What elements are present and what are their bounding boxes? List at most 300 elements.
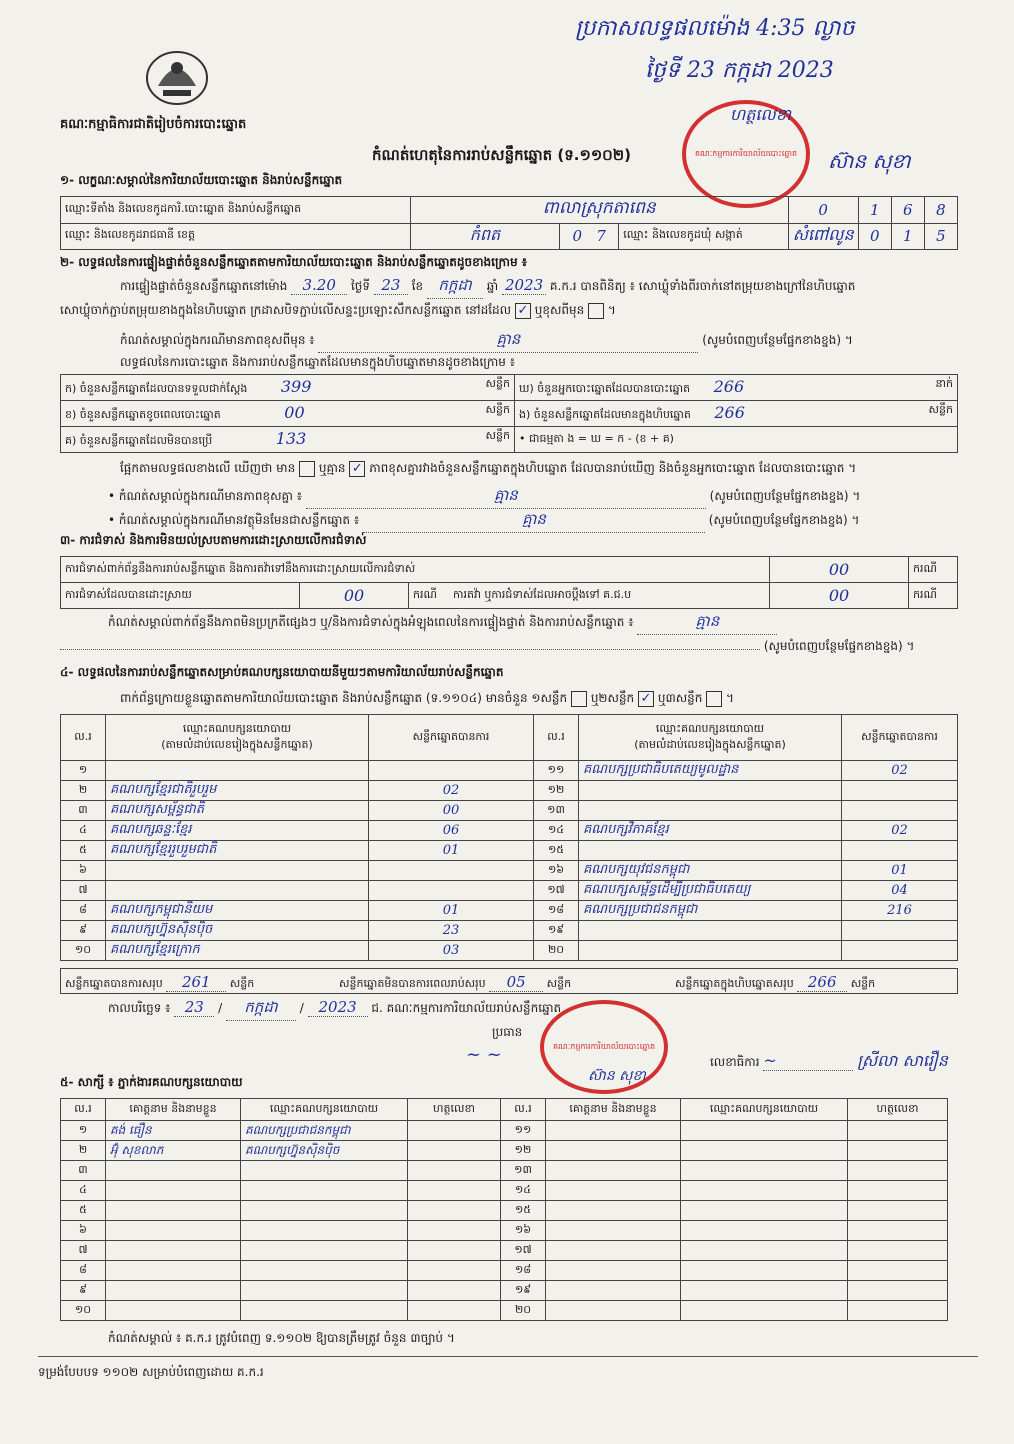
commune-label: ឈ្មោះ និងលេខកូដឃុំ សង្កាត់ (619, 223, 788, 250)
foreign-object-value: គ្មាន (363, 510, 705, 533)
party-name (579, 841, 842, 861)
row-value: 266 (713, 377, 745, 396)
secretary-name: ស្រីលា សារឿន (857, 1051, 948, 1070)
row-label: ក) ចំនួនសន្លឹកឆ្នោតដែលបានទទួលជាក់ស្តែង (65, 382, 248, 395)
witness-no: ១២ (501, 1141, 546, 1161)
party-row (61, 821, 958, 841)
col-no: ល.រ (61, 715, 106, 761)
witness-party (241, 1241, 408, 1261)
irregularity-note-label: កំណត់សម្គាល់ពាក់ព័ន្ធនឹងភាពមិនប្រក្រតីផ្សេងៗ ឬ/និងការជំទាស់ក្នុងអំឡុងពេលនៃការផ្ទៀងផ្ទាត់ និងការរាប់សន្លឹកឆ្នោត ៖ (108, 615, 634, 629)
objection-row-3 (409, 583, 770, 609)
secretary-signature: ~ (763, 1051, 853, 1071)
party-results (60, 714, 958, 961)
party-no: ១ (61, 761, 106, 781)
witness-party (241, 1281, 408, 1301)
party-votes: 01 (842, 861, 958, 881)
col-party-label: ឈ្មោះគណបក្សនយោបាយ (655, 721, 765, 735)
party-no: ៨ (61, 901, 106, 921)
different-checkbox[interactable] (588, 303, 604, 319)
row-label: ខ) ចំនួនសន្លឹកឆ្នោតខូចពេលបោះឆ្នោត (65, 408, 221, 421)
witness-name: គង់ ធឿន (106, 1121, 241, 1141)
commune-code-digit: 1 (891, 223, 924, 250)
witness-no: ១៨ (501, 1261, 546, 1281)
total-valid-cell (65, 973, 254, 993)
witness-party (681, 1181, 848, 1201)
section-2-title: ២- លទ្ធផលនៃការផ្ទៀងផ្ទាត់ចំនួនសន្លឹកឆ្នោតតាមការិយាល័យបោះឆ្នោត និងរាប់សន្លឹកឆ្នោតដូចខាងក្រោម ៖ (60, 255, 528, 269)
party-no: ១៨ (534, 901, 579, 921)
party-no: ១៦ (534, 861, 579, 881)
province-label: ឈ្មោះ និងលេខកូដរាជធានី ខេត្ត (61, 223, 411, 250)
party-no: ៦ (61, 861, 106, 881)
party-no: ១៥ (534, 841, 579, 861)
party-row (61, 781, 958, 801)
witness-party (681, 1261, 848, 1281)
irregularity-note-value: គ្មាន (637, 612, 777, 635)
witness-signature (848, 1161, 948, 1181)
totals-row (60, 968, 958, 994)
party-votes: 06 (369, 821, 534, 841)
difference-note-value: គ្មាន (306, 486, 706, 509)
col-no: ល.រ (501, 1099, 546, 1121)
party-votes: 23 (369, 921, 534, 941)
witness-party (681, 1241, 848, 1261)
party-name (579, 781, 842, 801)
witness-party (681, 1281, 848, 1301)
party-no: ១៣ (534, 801, 579, 821)
col-sign: ហត្ថលេខា (408, 1099, 501, 1121)
col-name: គោត្តនាម និងនាមខ្លួន (546, 1099, 681, 1121)
station-code-digit: 0 (788, 197, 858, 224)
committee-sign-label: ជ. គណៈកម្មការការិយាល័យរាប់សន្លឹកឆ្នោត (371, 1001, 562, 1015)
witness-no: ៧ (61, 1241, 106, 1261)
witness-name (106, 1241, 241, 1261)
total-valid-value: 261 (166, 973, 226, 992)
party-row (61, 901, 958, 921)
party-row (61, 921, 958, 941)
ballot-count-table (60, 374, 958, 453)
witness-no: ៩ (61, 1281, 106, 1301)
objection-table (60, 556, 958, 609)
witness-row (61, 1181, 948, 1201)
party-no: ៧ (61, 881, 106, 901)
party-votes: 04 (842, 881, 958, 901)
verify-text-2: គ.ក.រ បានពិនិត្យ ៖ សោឃ្លុំទាំងពីរចាក់នៅតម្រុយខាងក្រៅនៃហិបឆ្នោត (549, 279, 856, 293)
party-votes (369, 861, 534, 881)
no-difference-checkbox[interactable]: ✓ (349, 461, 365, 477)
witness-row (61, 1241, 948, 1261)
sheet-count-text: ពាក់ព័ន្ធក្រោយខ្លួនឆ្នោតតាមការិយាល័យបោះឆ្នោត និងរាប់សន្លឹកឆ្នោត (ទ.១១០៤) មានចំនួន ១សន្លឹក (120, 691, 568, 705)
row-value: 00 (284, 403, 305, 422)
ballot-row-spoiled (61, 401, 515, 427)
party-no: ១៤ (534, 821, 579, 841)
total-box-cell (675, 973, 875, 993)
witness-row (61, 1161, 948, 1181)
witness-name (546, 1161, 681, 1181)
party-name (579, 941, 842, 961)
objection-unit: ករណី (413, 587, 437, 601)
witness-signature (408, 1121, 501, 1141)
row-label: គ) ចំនួនសន្លឹកឆ្នោតដែលមិនបានប្រើ (65, 434, 213, 447)
party-name: គណបក្សវិភាគខ្មែរ (579, 821, 842, 841)
compare-text-2: ឬគ្មាន (318, 461, 346, 475)
date-line: កាលបរិច្ឆេទ ៖ 23 / កក្កដា / 2023 ជ. គណៈកម្មការការិយាល័យរាប់សន្លឹកឆ្នោត (108, 998, 561, 1021)
sheet-unit: សន្លឹក (546, 977, 572, 990)
witness-name (546, 1221, 681, 1241)
witness-rows (61, 1121, 948, 1321)
party-votes: 01 (369, 901, 534, 921)
total-invalid-cell (339, 973, 571, 993)
col-no: ល.រ (534, 715, 579, 761)
witness-row (61, 1141, 948, 1161)
handwritten-announce-time: ប្រកាសលទ្ធផលម៉ោង 4:35 ល្ងាច (575, 16, 855, 41)
station-code-digit: 8 (924, 197, 957, 224)
witness-row (61, 1121, 948, 1141)
three-sheet-checkbox[interactable] (706, 691, 722, 707)
stamp-text: គណៈកម្មការការិយាល័យបោះឆ្នោត (694, 149, 798, 158)
col-votes: សន្លឹកឆ្នោតបានការ (369, 715, 534, 761)
total-invalid-label: សន្លឹកឆ្នោតមិនបានការពេលរាប់សរុប (339, 977, 486, 990)
seal-check-text-b: ឬខុសពីមុន (534, 303, 585, 317)
witness-row (61, 1261, 948, 1281)
row-unit: សន្លឹក (485, 403, 510, 416)
foreign-object-label: • កំណត់សម្គាល់ក្នុងករណីមានវត្ថុមិនមែនជាសន្លឹកឆ្នោត ៖ (108, 513, 360, 527)
verify-month-label: ខែ (411, 279, 424, 293)
party-votes: 00 (369, 801, 534, 821)
sheet-unit: សន្លឹក (850, 977, 876, 990)
witness-no: ៦ (61, 1221, 106, 1241)
witness-signature (408, 1161, 501, 1181)
diff-note-hint: (សូមបំពេញបន្ថែមផ្នែកខាងខ្នង) ។ (702, 333, 853, 347)
party-name: គណបក្សហ្វ៊ុនស៊ិនប៉ិច (106, 921, 369, 941)
row-label: • ជាធម្មតា ង = ឃ = ក - (ខ + គ) (519, 431, 674, 445)
witness-no: ៤ (61, 1181, 106, 1201)
difference-check-line (120, 460, 856, 478)
witness-no: ២ (61, 1141, 106, 1161)
party-no: ១១ (534, 761, 579, 781)
station-value: ពាលាស្រុកតាពេន (410, 197, 788, 224)
witness-party (241, 1261, 408, 1281)
witness-party (681, 1141, 848, 1161)
col-party-sub: (តាមលំដាប់លេខរៀងក្នុងសន្លឹកឆ្នោត) (634, 737, 786, 751)
ballot-row-unused (61, 427, 515, 453)
witness-signature (408, 1141, 501, 1161)
witness-row (61, 1221, 948, 1241)
ballot-row-voters (515, 375, 958, 401)
row-label: ង) ចំនួនសន្លឹកឆ្នោតដែលមានក្នុងហិបឆ្នោត (519, 408, 691, 421)
witness-name (106, 1301, 241, 1321)
party-no: ២០ (534, 941, 579, 961)
witness-no: ២០ (501, 1301, 546, 1321)
station-code-digit: 6 (891, 197, 924, 224)
witness-name (106, 1221, 241, 1241)
party-name: គណបក្សយុវជនកម្ពុជា (579, 861, 842, 881)
compare-text-3: ភាពខុសគ្នារវាងចំនួនសន្លឹកឆ្នោតក្នុងហិបឆ្នោត ដែលបានរាប់ឃើញ និងចំនួនអ្នកបោះឆ្នោត ដែលបានបោះឆ្នោត ។ (369, 461, 857, 475)
verify-text: ការផ្ទៀងផ្ទាត់ចំនួនសន្លឹកឆ្នោតនៅម៉ោង (120, 279, 288, 293)
party-votes (842, 781, 958, 801)
objection-row-3-label: ការតវ៉ា ឬការជំទាស់ដែលអាចប្តឹងទៅ គ.ជ.ប (453, 587, 632, 601)
station-label: ឈ្មោះទីតាំង និងលេខកូដការិ.បោះឆ្នោត និងរាប់សន្លឹកឆ្នោត (61, 197, 411, 224)
row-unit: នាក់ (935, 377, 953, 390)
irregularity-note-line-2 (60, 638, 950, 656)
party-votes (842, 941, 958, 961)
witness-name (106, 1181, 241, 1201)
objection-value-3: 00 (770, 583, 909, 609)
witness-name (106, 1281, 241, 1301)
witness-table (60, 1098, 948, 1321)
foreign-object-note-line (108, 510, 859, 533)
province-value: កំពត (410, 223, 559, 250)
objection-row-1: ការជំទាស់ពាក់ព័ន្ធនឹងការរាប់សន្លឹកឆ្នោត និងការតវ៉ាទៅនឹងការដោះស្រាយលើការជំទាស់ (61, 557, 770, 583)
province-code-digit: 7 (596, 227, 606, 246)
difference-note-line (108, 486, 860, 509)
section-4-title: ៤- លទ្ធផលនៃការរាប់សន្លឹកឆ្នោតសម្រាប់គណបក្សនយោបាយនីមួយៗតាមការិយាល័យរាប់សន្លឹកឆ្នោត (60, 665, 504, 679)
stamp-text: គណៈកម្មការការិយាល័យបោះឆ្នោត (552, 1042, 656, 1051)
form-footer: ទម្រង់បែបបទ ១១០២ សម្រាប់បំពេញដោយ គ.ក.រ (38, 1365, 264, 1379)
difference-note-hint: (សូមបំពេញបន្ថែមផ្នែកខាងខ្នង) ។ (709, 489, 861, 503)
party-votes: 01 (369, 841, 534, 861)
verify-day-label: ថ្ងៃទី (351, 279, 371, 293)
verification-time-line (120, 276, 970, 299)
party-name: គណបក្សខ្មែរជាតិរួបរួម (106, 781, 369, 801)
row-unit: សន្លឹក (485, 377, 510, 390)
witness-signature (848, 1221, 948, 1241)
total-box-value: 266 (797, 973, 847, 992)
same-checkbox[interactable]: ✓ (515, 303, 531, 319)
party-votes: 02 (842, 761, 958, 781)
verify-year-label: ឆ្នាំ (486, 279, 499, 293)
two-sheet-checkbox[interactable]: ✓ (638, 691, 654, 707)
total-box-label: សន្លឹកឆ្នោតក្នុងហិបឆ្នោតសរុប (675, 977, 794, 990)
witness-no: ១៣ (501, 1161, 546, 1181)
party-row (61, 861, 958, 881)
diff-note-line (120, 330, 853, 353)
party-row (61, 941, 958, 961)
party-name: គណបក្សប្រជាធិបតេយ្យមូលដ្ឋាន (579, 761, 842, 781)
party-no: ៣ (61, 801, 106, 821)
witness-party (241, 1221, 408, 1241)
party-name: គណបក្សកម្ពុជានិយម (106, 901, 369, 921)
witness-party (681, 1301, 848, 1321)
witness-no: ១៦ (501, 1221, 546, 1241)
witness-signature (408, 1241, 501, 1261)
col-party: ឈ្មោះគណបក្សនយោបាយ (241, 1099, 408, 1121)
witness-signature (408, 1221, 501, 1241)
one-sheet-checkbox[interactable] (571, 691, 587, 707)
verify-day: 23 (374, 276, 408, 295)
station-info-table (60, 196, 958, 250)
party-votes (369, 761, 534, 781)
col-party-sub: (តាមលំដាប់លេខរៀងក្នុងសន្លឹកឆ្នោត) (161, 737, 313, 751)
objection-row-2: ការជំទាស់ដែលបានដោះស្រាយ (61, 583, 300, 609)
witness-no: ១៥ (501, 1201, 546, 1221)
foreign-object-hint: (សូមបំពេញបន្ថែមផ្នែកខាងខ្នង) ។ (708, 513, 860, 527)
ballot-row-received (61, 375, 515, 401)
party-votes (369, 881, 534, 901)
party-no: ១០ (61, 941, 106, 961)
witness-name (546, 1261, 681, 1281)
party-name (579, 921, 842, 941)
objection-value-2: 00 (300, 583, 409, 609)
stamp-signature-label: ហត្ថលេខា (730, 105, 791, 124)
section-3-title: ៣- ការជំទាស់ និងការមិនយល់ស្របតាមការដោះស្រាយលើការជំទាស់ (60, 533, 367, 547)
witness-party (681, 1161, 848, 1181)
party-name: គណបក្សឆន្ទៈខ្មែរ (106, 821, 369, 841)
witness-party (241, 1181, 408, 1201)
party-votes (842, 801, 958, 821)
row-value: 133 (275, 429, 307, 448)
section-5-title: ៥- សាក្សី ៖ ភ្នាក់ងារគណបក្សនយោបាយ (60, 1075, 243, 1089)
party-name: គណបក្សខ្មែរក្រោក (106, 941, 369, 961)
witness-row (61, 1301, 948, 1321)
irregularity-hint: (សូមបំពេញបន្ថែមផ្នែកខាងខ្នង) ។ (763, 639, 915, 653)
objection-value-1: 00 (770, 557, 909, 583)
has-difference-checkbox[interactable] (299, 461, 315, 477)
province-code (560, 223, 619, 250)
party-votes: 216 (842, 901, 958, 921)
verify-time: 3.20 (291, 276, 347, 295)
footnote: កំណត់សម្គាល់ ៖ គ.ក.រ ត្រូវបំពេញ ទ.១១០២ ឱ្យបានត្រឹមត្រូវ ចំនួន ៣ច្បាប់ ។ (108, 1331, 455, 1345)
commune-code-digit: 5 (924, 223, 957, 250)
stamp-signer-name: ស៊ាន សុខា (828, 149, 911, 173)
diff-note-label: កំណត់សម្គាល់ក្នុងករណីមានភាពខុសពីមុន ៖ (120, 333, 315, 347)
witness-no: ១៤ (501, 1181, 546, 1201)
col-party (579, 715, 842, 761)
commune-value: សំពៅលូន (788, 223, 858, 250)
witness-name (546, 1241, 681, 1261)
irregularity-note-line (108, 612, 777, 635)
secretary-label: លេខាធិការ (710, 1055, 760, 1069)
witness-no: ១៩ (501, 1281, 546, 1301)
commune-code-digit: 0 (858, 223, 891, 250)
witness-party (681, 1201, 848, 1221)
party-no: ៩ (61, 921, 106, 941)
party-votes: 02 (842, 821, 958, 841)
chair-name: ស៊ាន សុខា (588, 1068, 646, 1084)
row-value: 399 (280, 377, 312, 396)
col-no: ល.រ (61, 1099, 106, 1121)
party-no: ៥ (61, 841, 106, 861)
witness-signature (848, 1201, 948, 1221)
party-name (106, 881, 369, 901)
seal-check-text: សោឃ្លុំចាក់ភ្ជាប់តម្រុយខាងក្នុងនៃហិបឆ្នោត ក្រដាសបិទភ្ជាប់លើសន្ទះប្រឡោះសឹកសន្លឹកឆ្នោត នៅដដែល (60, 303, 512, 317)
sheet-unit: សន្លឹក (229, 977, 255, 990)
three-sheet-label: ឬ៣សន្លឹក (657, 691, 703, 705)
verify-year: 2023 (502, 276, 546, 295)
witness-party (241, 1201, 408, 1221)
witness-party (241, 1301, 408, 1321)
party-row (61, 801, 958, 821)
party-name: គណបក្សខ្មែររួបរួមជាតិ (106, 841, 369, 861)
verify-month: កក្កដា (427, 276, 483, 299)
witness-no: ១០ (61, 1301, 106, 1321)
province-code-digit: 0 (572, 227, 583, 246)
ballot-formula (515, 427, 958, 453)
result-intro: លទ្ធផលនៃការបោះឆ្នោត និងការរាប់សន្លឹកឆ្នោតដែលមានក្នុងហិបឆ្នោតមានដូចខាងក្រោម ៖ (120, 355, 515, 369)
witness-signature (408, 1281, 501, 1301)
total-invalid-value: 05 (489, 973, 543, 992)
witness-name (546, 1141, 681, 1161)
col-name: គោត្តនាម និងនាមខ្លួន (106, 1099, 241, 1121)
witness-no: ៣ (61, 1161, 106, 1181)
party-no: ១៩ (534, 921, 579, 941)
party-rows (61, 761, 958, 961)
witness-name (546, 1181, 681, 1201)
party-votes (842, 921, 958, 941)
row-unit: សន្លឹក (928, 403, 953, 416)
witness-signature (408, 1261, 501, 1281)
party-votes (842, 841, 958, 861)
party-no: ១២ (534, 781, 579, 801)
form-title: កំណត់ហេតុនៃការរាប់សន្លឹកឆ្នោត (ទ.១១០២) (372, 146, 632, 164)
witness-name (106, 1261, 241, 1281)
two-sheet-label: ឬ២សន្លឹក (590, 691, 635, 705)
row-value: 266 (714, 403, 745, 422)
witness-signature (408, 1301, 501, 1321)
witness-row (61, 1281, 948, 1301)
party-name (106, 861, 369, 881)
witness-signature (848, 1281, 948, 1301)
seal-check-line: សោឃ្លុំចាក់ភ្ជាប់តម្រុយខាងក្នុងនៃហិបឆ្នោត ក្រដាសបិទភ្ជាប់លើសន្ទះប្រឡោះសឹកសន្លឹកឆ្នោត នៅដដែល ✓ ឬខុសពីមុន ។ (60, 302, 616, 318)
party-no: ១៧ (534, 881, 579, 901)
section-1-title: ១- លក្ខណៈសម្គាល់នៃការិយាល័យបោះឆ្នោត និងរាប់សន្លឹកឆ្នោត (60, 173, 343, 187)
nec-logo-icon (138, 42, 216, 112)
party-row (61, 841, 958, 861)
party-no: ២ (61, 781, 106, 801)
party-row (61, 881, 958, 901)
col-party: ឈ្មោះគណបក្សនយោបាយ (681, 1099, 848, 1121)
witness-no: ៨ (61, 1261, 106, 1281)
witness-name (546, 1201, 681, 1221)
party-name: គណបក្សប្រជាជនកម្ពុជា (579, 901, 842, 921)
witness-signature (408, 1201, 501, 1221)
col-sign: ហត្ថលេខា (848, 1099, 948, 1121)
witness-no: ៥ (61, 1201, 106, 1221)
chair-label: ប្រធាន (492, 1025, 523, 1039)
row-unit: សន្លឹក (485, 429, 510, 442)
witness-signature (848, 1181, 948, 1201)
party-votes: 02 (369, 781, 534, 801)
witness-party: គណបក្សប្រជាជនកម្ពុជា (241, 1121, 408, 1141)
sheet-count-line: ពាក់ព័ន្ធក្រោយខ្លួនឆ្នោតតាមការិយាល័យបោះឆ្នោត និងរាប់សន្លឹកឆ្នោត (ទ.១១០៤) មានចំនួន ១សន្លឹក ឬ២សន្លឹក ✓ ឬ៣សន្លឹក ។ (120, 690, 734, 706)
witness-signature (848, 1141, 948, 1161)
col-party-label: ឈ្មោះគណបក្សនយោបាយ (182, 721, 292, 735)
party-votes: 03 (369, 941, 534, 961)
objection-unit: ករណី (909, 583, 958, 609)
diff-note-value: គ្មាន (318, 330, 698, 353)
date-year: 2023 (308, 998, 368, 1017)
party-row (61, 761, 958, 781)
station-code-digit: 1 (858, 197, 891, 224)
objection-unit: ករណី (909, 557, 958, 583)
witness-name: អ៊ុំ សុខលាភ (106, 1141, 241, 1161)
witness-name (546, 1121, 681, 1141)
witness-party (241, 1161, 408, 1181)
party-results-table (60, 714, 958, 961)
witness-no: ១ (61, 1121, 106, 1141)
witness-name (106, 1201, 241, 1221)
witness-no: ១១ (501, 1121, 546, 1141)
witness-party: គណបក្សហ្វ៊ុនស៊ិនប៉ិច (241, 1141, 408, 1161)
witness-signature (848, 1121, 948, 1141)
date-label: កាលបរិច្ឆេទ ៖ (108, 1001, 171, 1015)
secretary-line (710, 1050, 948, 1074)
witness-signature (408, 1181, 501, 1201)
date-month: កក្កដា (226, 998, 296, 1021)
handwritten-announce-date: ថ្ងៃទី 23 កក្កដា 2023 (645, 58, 834, 83)
row-label: ឃ) ចំនួនអ្នកបោះឆ្នោតដែលបានបោះឆ្នោត (519, 382, 691, 395)
party-no: ៤ (61, 821, 106, 841)
party-name (579, 801, 842, 821)
